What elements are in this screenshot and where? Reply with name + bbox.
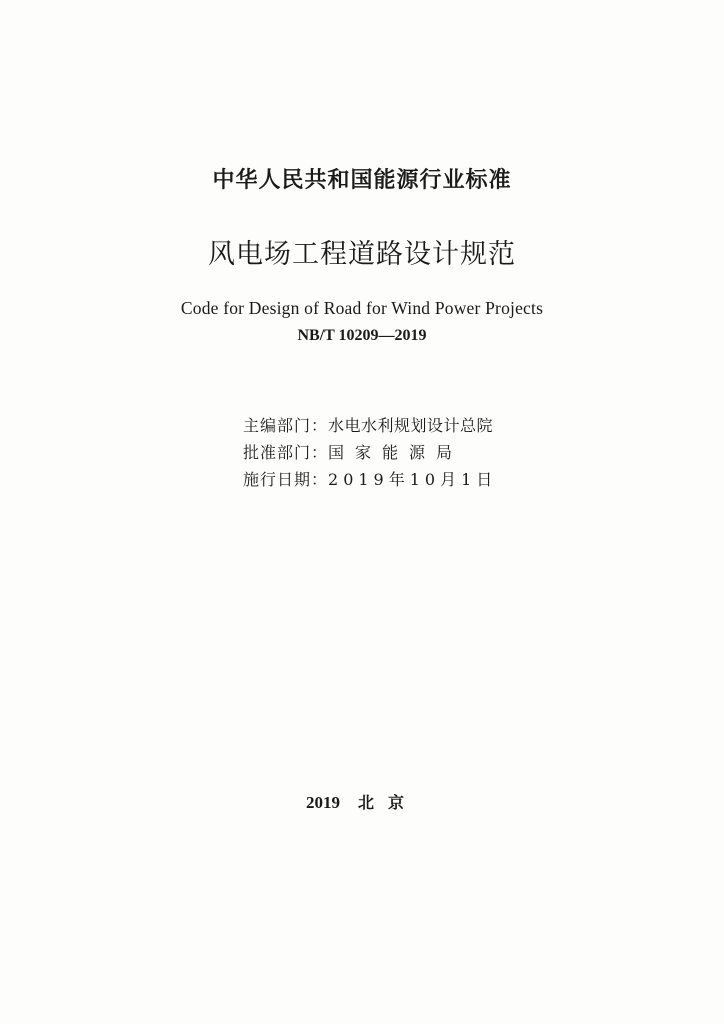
title-chinese: 风电场工程道路设计规范	[208, 239, 516, 270]
standard-category: 中华人民共和国能源行业标准	[212, 168, 512, 193]
info-value: 国家能源局	[328, 443, 464, 462]
info-row-chief-editor	[243, 412, 497, 439]
info-row-effective-date	[243, 466, 497, 493]
publication-city: 北京	[357, 793, 418, 812]
info-row-approver	[243, 439, 497, 466]
title-english: Code for Design of Road for Wind Power Projects	[180, 298, 544, 318]
issuing-info	[243, 412, 497, 493]
info-label: 施行日期：	[243, 470, 329, 489]
standard-number: NB/T 10209—2019	[297, 327, 427, 344]
info-label: 主编部门：	[243, 416, 329, 435]
publication-footer	[0, 790, 724, 813]
info-value: 2019年10月1日	[328, 470, 498, 489]
publication-year: 2019	[305, 793, 340, 812]
info-value: 水电水利规划设计总院	[328, 416, 494, 435]
info-label: 批准部门：	[243, 443, 329, 462]
